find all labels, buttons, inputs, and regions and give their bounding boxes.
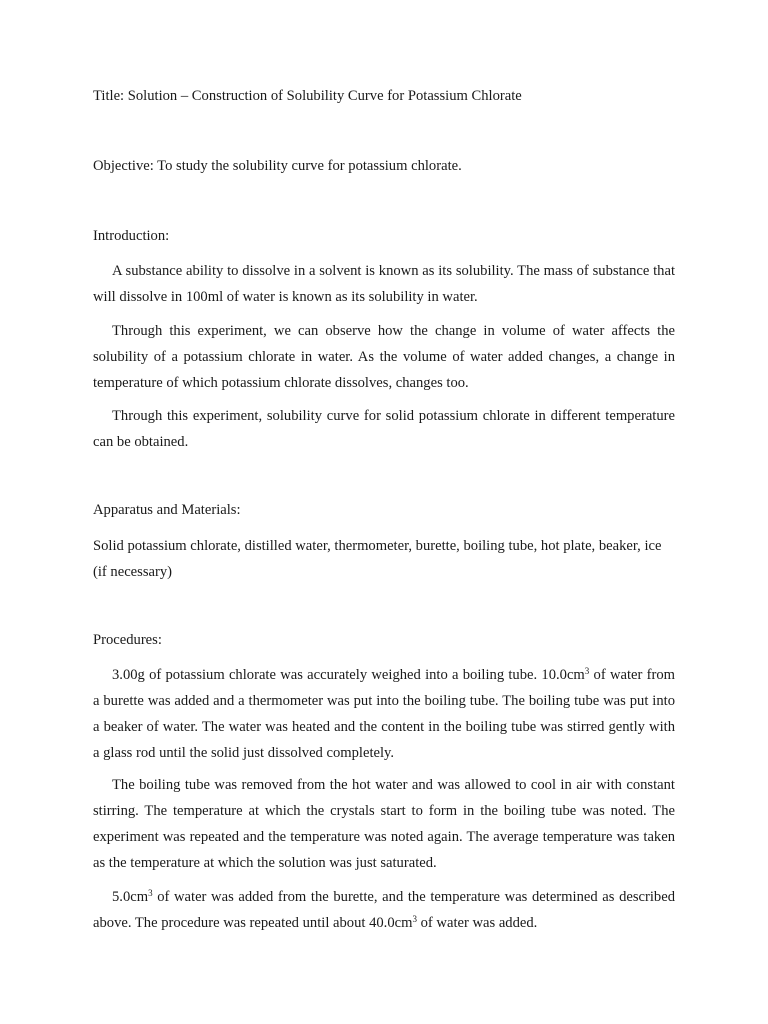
introduction-heading: Introduction: (93, 228, 170, 244)
introduction-paragraph-2: Through this experiment, we can observe how the change in volume of water affects the solubility of a potassium chlorate in water. As the volume of water added changes, a change in temperature of which potassium chlorate dissolves, changes too. (93, 323, 675, 391)
apparatus-heading: Apparatus and Materials: (93, 502, 241, 518)
procedure-paragraph-1 (93, 662, 675, 766)
document-page (93, 0, 675, 1024)
procedure-3-superscript-1: 3 (148, 888, 153, 898)
procedures-heading: Procedures: (93, 632, 162, 648)
procedure-3-text-c: of water was added. (416, 915, 538, 931)
procedure-paragraph-3 (93, 884, 675, 936)
procedure-3-text-b: of water was added from the burette, and the temperature was determined as described above. The procedure was repeated until about 40.0cm (93, 889, 675, 931)
procedure-3-superscript-2: 3 (412, 914, 417, 924)
introduction-paragraph-3: Through this experiment, solubility curve for solid potassium chlorate in different temperature can be obtained. (93, 408, 675, 450)
procedure-1-superscript: 3 (584, 666, 590, 676)
objective-text: Objective: To study the solubility curve for potassium chlorate. (93, 158, 462, 174)
procedure-paragraph-2: The boiling tube was removed from the hot water and was allowed to cool in air with constant stirring. The temperature at which the crystals start to form in the boiling tube was noted. The experiment was repeated and the temperature was noted again. The average temperature was taken as the temperature at which the solution was just saturated. (93, 777, 675, 871)
procedure-1-text-b: of water from a burette was added and a thermometer was put into the boiling tube. The boiling tube was put into a beaker of water. The water was heated and the content in the boiling tube was stirred gently with a glass rod until the solid just dissolved completely. (93, 667, 675, 761)
document-title: Title: Solution – Construction of Solubility Curve for Potassium Chlorate (93, 88, 522, 104)
introduction-paragraph-1: A substance ability to dissolve in a solvent is known as its solubility. The mass of substance that will dissolve in 100ml of water is known as its solubility in water. (93, 263, 675, 305)
procedure-3-text-a: 5.0cm (112, 889, 149, 905)
apparatus-list: Solid potassium chlorate, distilled water, thermometer, burette, boiling tube, hot plate, beaker, ice (if necessary) (93, 538, 662, 580)
procedure-1-text-a: 3.00g of potassium chlorate was accurately weighed into a boiling tube. 10.0cm (112, 667, 585, 683)
